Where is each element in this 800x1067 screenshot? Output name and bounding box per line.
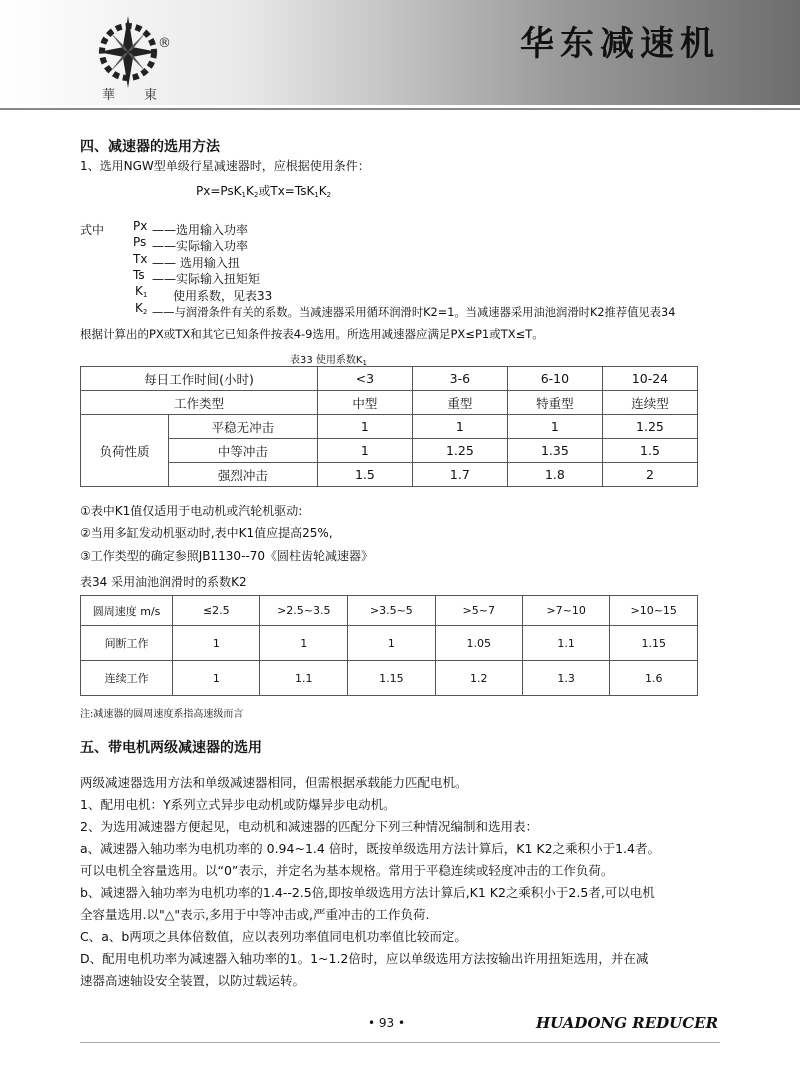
table-header-cell: 10-24 <box>602 367 697 391</box>
table33-group-label: 负荷性质 <box>81 415 169 487</box>
section5-title: 五、带电机两级减速器的选用 <box>80 740 262 756</box>
note33-1: ①表中K1值仅适用于电动机或汽轮机驱动: <box>80 504 303 518</box>
table-cell: 1.05 <box>435 626 522 661</box>
logo-char-hua: 華 <box>102 88 116 103</box>
section5-line: a、减速器入轴功率为电机功率的 0.94~1.4 倍时，既按单级选用方法计算后，K1 K2之乘积小于1.4者。 <box>80 841 660 856</box>
section5-line: 可以电机全容量选用。以“0”表示，并定名为基本规格。常用于平稳连续或轻度冲击的工作负荷。 <box>80 863 614 878</box>
table-cell: 1.6 <box>610 661 698 696</box>
formula: $Px=PsK_1K_2$或$Tx=TsK_1K_2$ <box>196 184 332 199</box>
table34 <box>80 595 698 696</box>
section5-line: 2、为选用减速器方便起见，电动机和减速器的匹配分下列三种情况编制和选用表： <box>80 819 538 834</box>
table-cell: 1.2 <box>435 661 522 696</box>
section5-line: 1、配用电机：Y系列立式异步电动机或防爆异步电动机。 <box>80 797 396 812</box>
table33-caption: 表33 使用系数$K_1$ <box>290 355 367 367</box>
table-cell: 连续型 <box>602 391 697 415</box>
where-label: 式中 <box>80 223 105 237</box>
table-cell: 1.5 <box>317 463 412 487</box>
table-row <box>81 463 698 487</box>
brand-title: 华东减速机 <box>520 24 720 64</box>
table33-type-row <box>81 391 698 415</box>
table-cell: 2 <box>602 463 697 487</box>
table-header-cell: 圆周速度 m/s <box>81 596 173 626</box>
table-cell: 1.25 <box>412 439 507 463</box>
table-cell: 1.35 <box>507 439 602 463</box>
table-cell: 1.7 <box>412 463 507 487</box>
table-cell: 1 <box>348 626 435 661</box>
table-cell: 1.15 <box>610 626 698 661</box>
table34-header-row <box>81 596 698 626</box>
table-header-cell: >2.5~3.5 <box>260 596 348 626</box>
table-header-cell: >5~7 <box>435 596 522 626</box>
section5-line: b、减速器入轴功率为电机功率的1.4--2.5倍,即按单级选用方法计算后,K1 K2之乘积小于2.5者,可以电机 <box>80 885 655 900</box>
def-px-text: ——选用输入功率 <box>152 223 249 237</box>
table-header-cell: 6-10 <box>507 367 602 391</box>
def-tx-text: —— 选用输入扭 <box>152 256 240 270</box>
table-header-cell: >7~10 <box>522 596 609 626</box>
section5-line: 两级减速器选用方法和单级减速器相同，但需根据承载能力匹配电机。 <box>80 775 468 790</box>
table-header-cell: <3 <box>317 367 412 391</box>
table-cell: 1 <box>317 415 412 439</box>
table34-note: 注:减速器的圆周速度系指高速级而言 <box>80 709 244 720</box>
table33 <box>80 366 698 487</box>
section5-line: C、a、b两项之具体倍数值，应以表列功率值同电机功率值比较而定。 <box>80 929 467 944</box>
section4-after-defs: 根据计算出的PX或TX和其它已知条件按表4-9选用。所选用减速器应满足PX≤P1或TX≤T。 <box>80 327 544 341</box>
table-cell: 1 <box>317 439 412 463</box>
header-divider <box>0 108 800 110</box>
footer-divider <box>80 1042 720 1043</box>
table-row-label: 中等冲击 <box>168 439 317 463</box>
note33-3: ③工作类型的确定参照JB1130--70《圆柱齿轮减速器》 <box>80 549 373 563</box>
table-cell: 1 <box>412 415 507 439</box>
table-header-cell: 每日工作时间(小时) <box>81 367 318 391</box>
section4-line1: 1、选用NGW型单级行星减速器时，应根据使用条件： <box>80 159 370 173</box>
page-header <box>0 0 800 105</box>
table-cell: 特重型 <box>507 391 602 415</box>
def-px-symbol: Px <box>133 219 148 233</box>
table-cell: 1 <box>173 661 260 696</box>
def-tx-symbol: Tx <box>133 252 148 266</box>
table-row-label: 强烈冲击 <box>168 463 317 487</box>
table-cell: 1.1 <box>260 661 348 696</box>
table-row <box>81 661 698 696</box>
table33-header-row <box>81 367 698 391</box>
table-cell: 1.5 <box>602 439 697 463</box>
table-cell: 重型 <box>412 391 507 415</box>
def-k2-text: ——与润滑条件有关的系数。当减速器采用循环润滑时K2=1。当减速器采用油池润滑时K2推荐值见表34 <box>152 306 676 319</box>
table-header-cell: 3-6 <box>412 367 507 391</box>
table-row-label: 连续工作 <box>81 661 173 696</box>
def-ps-text: ——实际输入功率 <box>152 239 249 253</box>
section5-line: 速器高速轴设安全装置，以防过载运转。 <box>80 973 306 988</box>
def-k2-symbol: $K_2$ <box>135 301 148 316</box>
table-cell: 1.25 <box>602 415 697 439</box>
logo-char-dong: 東 <box>144 88 158 103</box>
registered-mark: ® <box>158 36 171 51</box>
table-cell: 1.1 <box>522 626 609 661</box>
section5-line: 全容量选用.以"△"表示,多用于中等冲击或,严重冲击的工作负荷. <box>80 907 430 922</box>
table-header-cell: >10~15 <box>610 596 698 626</box>
table-cell: 1 <box>260 626 348 661</box>
def-ts-symbol: Ts <box>133 268 145 282</box>
def-k1-symbol: $K_1$ <box>135 284 148 299</box>
footer-brand: HUADONG REDUCER <box>536 1014 719 1032</box>
table-row <box>81 415 698 439</box>
table-row-label: 间断工作 <box>81 626 173 661</box>
section5-line: D、配用电机功率为减速器入轴功率的1。1~1.2倍时，应以单级选用方法按输出许用扭矩选用，并在减 <box>80 951 649 966</box>
table-row <box>81 439 698 463</box>
table-cell: 工作类型 <box>81 391 318 415</box>
table-cell: 1.8 <box>507 463 602 487</box>
gear-star-logo-icon <box>96 14 180 94</box>
section4-title: 四、减速器的选用方法 <box>80 139 220 155</box>
def-ps-symbol: Ps <box>133 235 147 249</box>
table-header-cell: ≤2.5 <box>173 596 260 626</box>
table-row-label: 平稳无冲击 <box>168 415 317 439</box>
table-row <box>81 626 698 661</box>
table-cell: 1.15 <box>348 661 435 696</box>
note33-2: ②当用多缸发动机驱动时,表中K1值应提高25%, <box>80 526 333 540</box>
table-cell: 1.3 <box>522 661 609 696</box>
table-cell: 1 <box>507 415 602 439</box>
table34-caption: 表34 采用油池润滑时的系数K2 <box>80 575 247 589</box>
table-cell: 1 <box>173 626 260 661</box>
table-header-cell: >3.5~5 <box>348 596 435 626</box>
def-k1-text: 使用系数，见表33 <box>173 289 273 303</box>
table-cell: 中型 <box>317 391 412 415</box>
page-number: • 93 • <box>368 1016 406 1030</box>
def-ts-text: ——实际输入扭矩矩 <box>152 272 261 286</box>
